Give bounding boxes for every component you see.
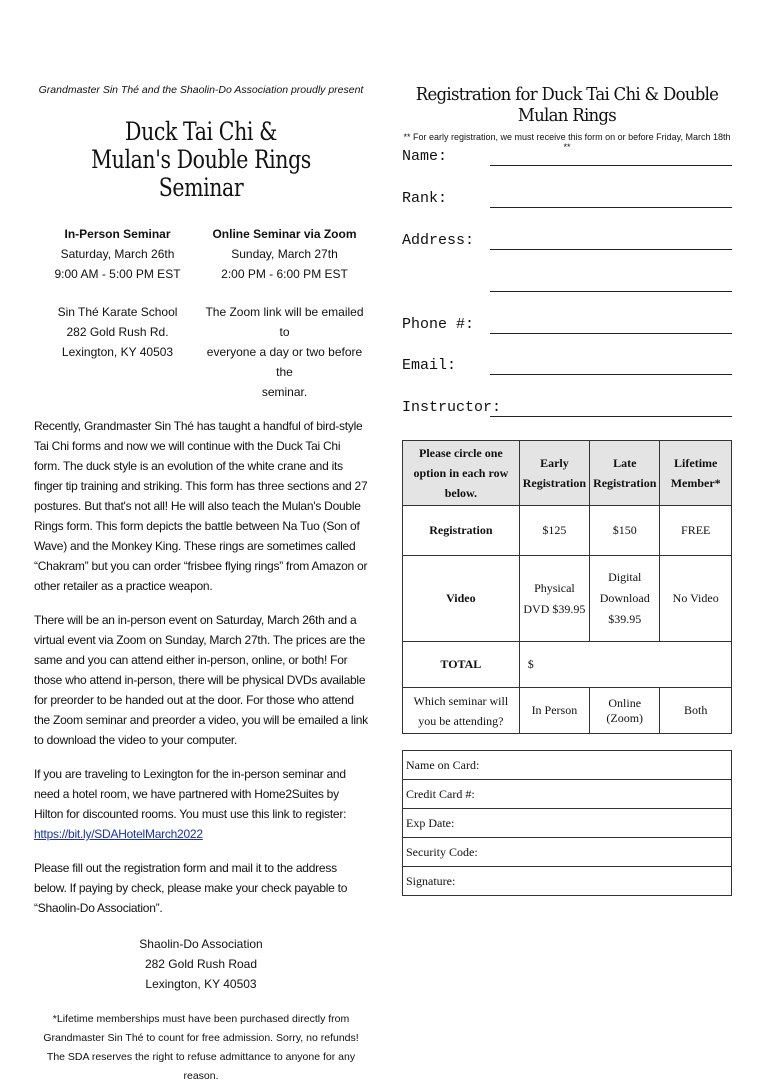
video-none-option[interactable]: No Video (660, 556, 732, 642)
header-instruction: Please circle one option in each row below. (403, 441, 520, 506)
mail-name: Shaolin-Do Association (139, 937, 263, 951)
header-late: Late Registration (590, 441, 660, 506)
rank-label: Rank: (402, 190, 448, 207)
registration-late-option[interactable]: $150 (590, 506, 660, 556)
email-label: Email: (402, 357, 457, 374)
total-amount[interactable]: $ (519, 642, 731, 688)
mailing-paragraph: Please fill out the registration form and mail it to the address below. If paying by check, please make your check payable to “Shaolin-Do Association”. (34, 861, 348, 915)
online-details (201, 224, 368, 402)
description-paragraph: Recently, Grandmaster Sin Thé has taught a handful of bird-style Tai Chi forms and now we will continue with the Duck Tai Chi form. The duck style is an evolution of the white crane and its finger tip training and striking. This form has three sections and 27 postures. But that's not all! He will also teach the Mulan's Double Rings form. This form depicts the battle between Na Tuo (Son of Wave) and the Monkey King. These rings are sometimes called “Chakram” but you can order “frisbee flying rings” from Amazon or other retailer as a practice weapon. (34, 419, 368, 593)
video-dvd-option[interactable]: Physical DVD $39.95 (519, 556, 589, 642)
signature-row[interactable] (403, 867, 732, 896)
card-name-label: Name on Card: (403, 751, 732, 780)
video-download-option[interactable]: Digital Download $39.95 (590, 556, 660, 642)
intro-line: Grandmaster Sin Thé and the Shaolin-Do Association proudly present (38, 84, 364, 96)
phone-label: Phone #: (402, 316, 475, 333)
total-row (403, 642, 732, 688)
inperson-date: Saturday, March 26th (60, 247, 175, 261)
inperson-street: 282 Gold Rush Rd. (66, 325, 169, 339)
mailing-address (34, 934, 368, 994)
online-time: 2:00 PM - 6:00 PM EST (221, 267, 348, 281)
footnote: *Lifetime memberships must have been purchased directly from Grandmaster Sin Thé to count for free admission. Sorry, no refunds! The SDA reserves the right to refuse admittance to anyone for any reason. (43, 1013, 359, 1082)
seminar-title (64, 118, 338, 202)
hotel-text: If you are traveling to Lexington for the in-person seminar and need a hotel room, we have partnered with Home2Suites by Hilton for discounted rooms. You must use this link to register: (34, 767, 347, 821)
flyer-column (34, 84, 368, 1086)
video-row-label: Video (403, 556, 520, 642)
hotel-paragraph (34, 764, 368, 844)
online-heading: Online Seminar via Zoom (212, 227, 357, 241)
registration-lifetime-option[interactable]: FREE (660, 506, 732, 556)
online-note-1: The Zoom link will be emailed to (205, 305, 364, 339)
card-name-row[interactable] (403, 751, 732, 780)
inperson-details (34, 224, 201, 402)
card-number-label: Credit Card #: (403, 780, 732, 809)
video-row (403, 556, 732, 642)
online-note-2: everyone a day or two before the (206, 345, 363, 379)
instructor-line[interactable] (490, 416, 732, 417)
address-line-1[interactable] (490, 249, 732, 250)
seminar-inperson-option[interactable]: In Person (519, 688, 589, 734)
seminar-row (403, 688, 732, 734)
inperson-city: Lexington, KY 40503 (61, 345, 174, 359)
seminar-online-option[interactable]: Online (Zoom) (590, 688, 660, 734)
table-header-row (403, 441, 732, 506)
registration-early-option[interactable]: $125 (519, 506, 589, 556)
inperson-time: 9:00 AM - 5:00 PM EST (54, 267, 181, 281)
security-code-row[interactable] (403, 838, 732, 867)
online-date: Sunday, March 27th (231, 247, 338, 261)
payment-card-table (402, 750, 732, 896)
online-note-3: seminar. (261, 385, 308, 399)
total-label: TOTAL (403, 642, 520, 688)
mail-street: 282 Gold Rush Road (144, 957, 258, 971)
registration-form (402, 84, 732, 152)
rank-line[interactable] (490, 207, 732, 208)
email-line[interactable] (490, 374, 732, 375)
events-paragraph: There will be an in-person event on Saturday, March 26th and a virtual event via Zoom on Sunday, March 27th. The prices are the same and you can attend either in-person, online, or both! For those who attend in-person, there will be physical DVDs available for preorder to be handed out at the door. For those who attend the Zoom seminar and preorder a video, you will be emailed a link to download the video to your computer. (34, 613, 368, 747)
name-label: Name: (402, 148, 448, 165)
signature-label: Signature: (403, 867, 732, 896)
seminar-both-option[interactable]: Both (660, 688, 732, 734)
inperson-venue: Sin Thé Karate School (57, 305, 178, 319)
card-number-row[interactable] (403, 780, 732, 809)
header-lifetime: Lifetime Member* (660, 441, 732, 506)
mail-city: Lexington, KY 40503 (145, 977, 257, 991)
exp-date-label: Exp Date: (403, 809, 732, 838)
hotel-link[interactable]: https://bit.ly/SDAHotelMarch2022 (34, 827, 203, 841)
seminar-row-label: Which seminar will you be attending? (403, 688, 520, 734)
name-line[interactable] (490, 165, 732, 166)
header-early: Early Registration (519, 441, 589, 506)
inperson-heading: In-Person Seminar (64, 227, 171, 241)
title-line-2: Mulan's Double Rings Seminar (91, 145, 311, 202)
security-code-label: Security Code: (403, 838, 732, 867)
registration-row-label: Registration (403, 506, 520, 556)
exp-date-row[interactable] (403, 809, 732, 838)
address-line-2[interactable] (490, 291, 732, 292)
early-registration-note: ** For early registration, we must receive this form on or before Friday, March 18th ** (403, 132, 731, 152)
phone-line[interactable] (490, 333, 732, 334)
event-details (34, 224, 368, 402)
registration-table (402, 440, 732, 734)
instructor-label: Instructor: (402, 399, 502, 416)
registration-row (403, 506, 732, 556)
title-line-1: Duck Tai Chi & (125, 117, 277, 146)
address-label: Address: (402, 232, 475, 249)
registration-title: Registration for Duck Tai Chi & Double Mulan Rings (415, 84, 719, 126)
